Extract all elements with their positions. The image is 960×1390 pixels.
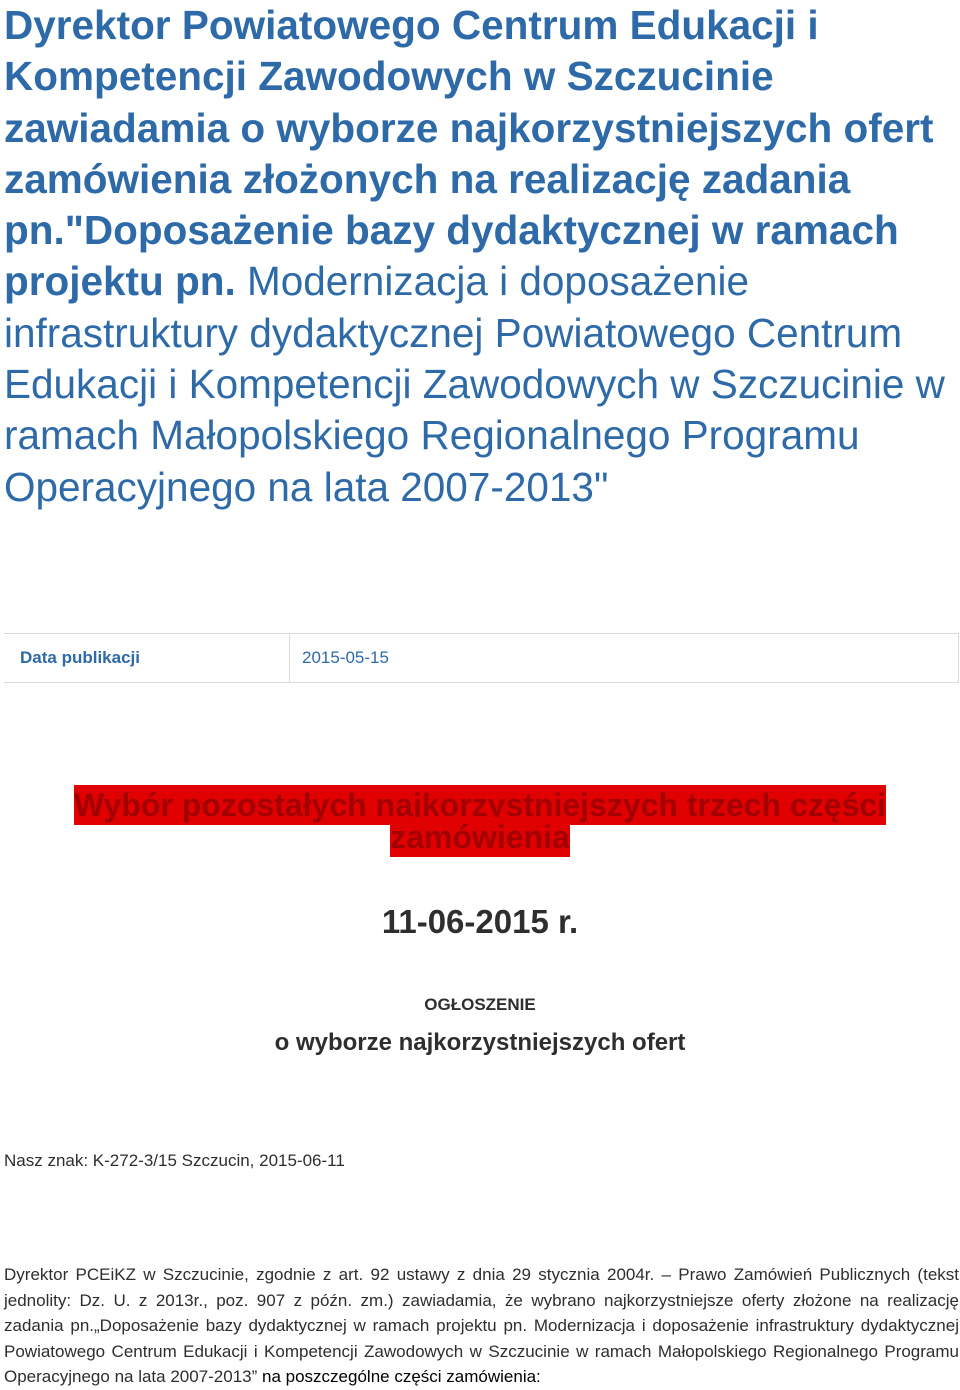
page-title-bold-part: Dyrektor Powiatowego Centrum Edukacji i Kompetencji Zawodowych w Szczucinie zawiadamia o wyborze najkorzystniejszych ofert zamówienia złożonych na realizację zadania pn."Doposażenie bazy dydaktycznej w ramach projektu pn. <box>4 2 934 305</box>
page-title-normal-part: Modernizacja i doposażenie infrastruktury dydaktycznej Powiatowego Centrum Edukacji i Kompetencji Zawodowych w Szczucinie w ramach Małopolskiego Regionalnego Programu Operacyjnego na lata 2007-2013" <box>4 258 945 510</box>
body-paragraph <box>4 1262 959 1390</box>
reference-number: Nasz znak: K-272-3/15 Szczucin, 2015-06-11 <box>4 1151 345 1170</box>
announcement-label: OGŁOSZENIE <box>424 995 536 1014</box>
page-title <box>4 0 956 513</box>
body-main-text: Dyrektor PCEiKZ w Szczucinie, zgodnie z art. 92 ustawy z dnia 29 stycznia 2004r. – Prawo Zamówień Publicznych (tekst jednolity: Dz. U. z 2013r., poz. 907 z późn. zm.) zawiadamia, że wybrano najkorzystniejsze oferty złożone na realizację zadania pn.„Doposażenie bazy dydaktycznej w ramach projektu pn. Modernizacja i doposażenie infrastruktury dydaktycznej Powiatowego Centrum Edukacji i Kompetencji Zawodowych w Szczucinie w ramach Małopolskiego Regionalnego Programu Operacyjnego na lata 2007-2013” <box>4 1265 959 1386</box>
publication-date-value: 2015-05-15 <box>302 648 389 667</box>
announcement-date: 11-06-2015 r. <box>381 903 579 940</box>
announcement-subtitle: o wyborze najkorzystniejszych ofert <box>274 1029 686 1056</box>
highlighted-heading-text: Wybór pozostałych najkorzystniejszych trzech części zamówienia <box>73 787 887 855</box>
body-tail-text: na poszczególne części zamówienia: <box>257 1367 541 1386</box>
highlighted-heading <box>0 789 960 853</box>
publication-date-table <box>4 633 959 683</box>
publication-date-label: Data publikacji <box>4 634 290 682</box>
